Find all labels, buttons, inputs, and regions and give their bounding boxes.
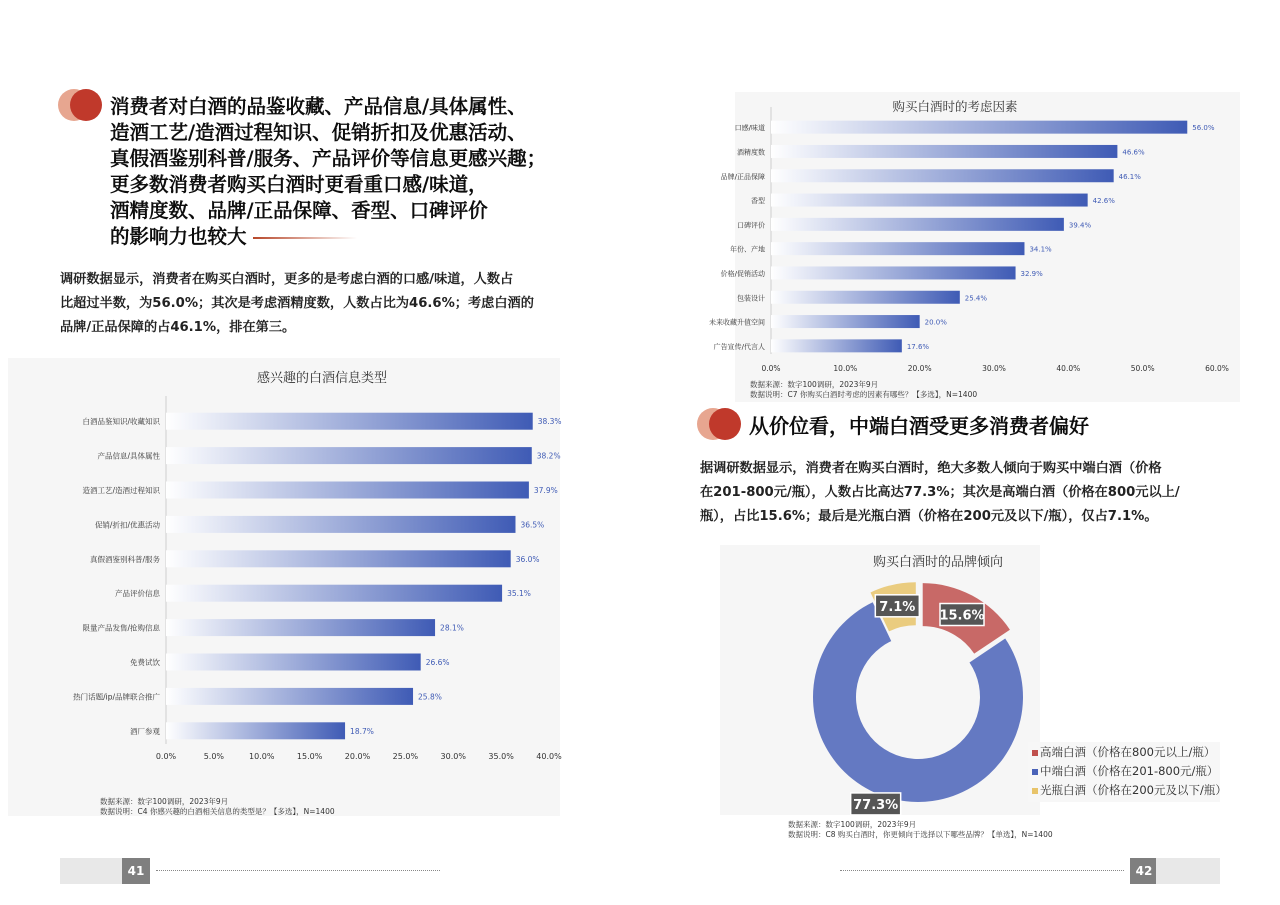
category-label: 未来收藏升值空间	[709, 318, 765, 327]
legend-swatch-low	[1032, 788, 1038, 794]
right-paragraph-line-3: 瓶），占比15.6%；最后是光瓶白酒（价格在200元及以下/瓶），仅占7.1%。	[700, 509, 1158, 524]
x-tick-label: 10.0%	[249, 752, 275, 761]
x-tick-label: 40.0%	[536, 752, 562, 761]
value-label: 42.6%	[1092, 197, 1115, 206]
bar	[771, 291, 960, 304]
right-paragraph	[700, 457, 1230, 529]
value-label: 7.1%	[879, 599, 916, 615]
bar	[771, 145, 1117, 158]
value-label: 15.6%	[939, 608, 985, 624]
value-label: 17.6%	[906, 342, 930, 351]
value-label: 36.5%	[520, 520, 545, 530]
bar	[166, 654, 421, 671]
right-source-2-line-1: 数据来源：数字100调研，2023年9月	[788, 820, 917, 829]
x-tick-label: 20.0%	[907, 364, 932, 373]
x-tick-label: 15.0%	[296, 752, 323, 761]
x-tick-label: 40.0%	[1056, 364, 1081, 373]
x-tick-label: 30.0%	[440, 752, 466, 761]
left-footer-bar	[60, 858, 124, 884]
right-source-1-line-1: 数据来源：数字100调研，2023年9月	[750, 380, 879, 389]
chart-brand-preference	[720, 545, 1040, 815]
right-footer-dotline	[840, 870, 1124, 871]
category-label: 限量产品发售/抢购信息	[82, 623, 160, 633]
headline-line-2: 造酒工艺/造酒过程知识、促销折扣及优惠活动、	[110, 121, 527, 144]
bar	[771, 339, 902, 352]
chart-title: 购买白酒时的品牌倾向	[872, 555, 1004, 570]
x-tick-label: 60.0%	[1205, 364, 1229, 373]
bar	[166, 516, 515, 533]
value-label: 39.4%	[1068, 221, 1092, 230]
left-headline	[110, 94, 590, 250]
chart-info-interest	[0, 358, 580, 818]
headline-line-1: 消费者对白酒的品鉴收藏、产品信息/具体属性、	[110, 95, 527, 118]
category-label: 白酒品鉴知识/收藏知识	[82, 417, 160, 427]
value-label: 37.9%	[533, 486, 558, 495]
right-footer-bar	[1156, 858, 1220, 884]
x-tick-label: 0.0%	[761, 364, 781, 373]
value-label: 38.2%	[536, 451, 561, 461]
category-label: 口碑评价	[737, 221, 765, 230]
bar	[166, 619, 435, 636]
left-source-line-2: 数据说明：C4 你感兴趣的白酒相关信息的类型是？【多选】，N=1400	[100, 807, 335, 816]
headline-rule	[253, 237, 357, 239]
value-label: 46.1%	[1118, 172, 1141, 181]
left-page-number: 41	[122, 858, 150, 884]
bar	[166, 722, 345, 739]
value-label: 25.8%	[418, 692, 442, 702]
bar	[771, 194, 1088, 207]
value-label: 25.4%	[964, 294, 988, 303]
left-source	[100, 797, 335, 817]
category-label: 酒精度数	[737, 148, 765, 157]
headline-line-5: 酒精度数、品牌/正品保障、香型、口碑评价	[110, 199, 488, 222]
legend-label-high: 高端白酒（价格在800元以上/瓶）	[1040, 745, 1216, 759]
x-tick-label: 5.0%	[203, 752, 225, 761]
value-label: 26.6%	[425, 658, 450, 667]
value-label: 34.1%	[1029, 245, 1052, 254]
headline-line-4: 更多数消费者购买白酒时更看重口感/味道，	[110, 173, 488, 196]
chart-title: 购买白酒时的考虑因素	[892, 99, 1018, 114]
legend-swatch-mid	[1032, 769, 1038, 775]
headline-line-3: 真假酒鉴别科普/服务、产品评价等信息更感兴趣；	[110, 147, 547, 170]
left-paragraph	[60, 268, 580, 340]
headline-line-6: 的影响力也较大	[110, 225, 247, 248]
right-paragraph-line-1: 据调研数据显示，消费者在购买白酒时，绝大多数人倾向于购买中端白酒（价格	[700, 461, 1162, 476]
left-paragraph-line-3: 品牌/正品保障的占46.1%，排在第三。	[60, 320, 296, 335]
value-label: 56.0%	[1192, 124, 1215, 133]
bar	[166, 482, 529, 499]
value-label: 36.0%	[515, 554, 540, 564]
chart-purchase-factors	[700, 92, 1240, 404]
right-source-1	[750, 380, 977, 400]
section-circle-front	[709, 408, 741, 440]
category-label: 价格/促销活动	[720, 269, 765, 278]
category-label: 酒厂参观	[130, 726, 160, 736]
bar	[771, 169, 1114, 182]
category-label: 真假酒鉴别科普/服务	[89, 554, 160, 564]
value-label: 46.6%	[1122, 148, 1145, 157]
value-label: 35.1%	[507, 589, 531, 599]
right-paragraph-line-2: 在201-800元/瓶），人数占比高达77.3%；其次是高端白酒（价格在800元以上/	[700, 485, 1180, 500]
category-label: 热门话题/ip/品牌联合推广	[73, 692, 160, 702]
legend-swatch-high	[1032, 750, 1038, 756]
category-label: 免费试饮	[130, 658, 160, 667]
headline-circle-front	[70, 89, 102, 121]
category-label: 广告宣传/代言人	[713, 342, 765, 351]
left-source-line-1: 数据来源：数字100调研，2023年9月	[100, 797, 229, 806]
value-label: 18.7%	[350, 726, 374, 736]
x-tick-label: 20.0%	[344, 752, 371, 761]
category-label: 促销/折扣/优惠活动	[94, 520, 160, 530]
category-label: 产品评价信息	[115, 589, 160, 599]
value-label: 20.0%	[924, 318, 947, 327]
legend-label-low: 光瓶白酒（价格在200元及以下/瓶）	[1040, 783, 1227, 797]
x-tick-label: 35.0%	[488, 752, 514, 761]
left-footer-dotline	[156, 870, 440, 871]
category-label: 品牌/正品保障	[720, 172, 765, 181]
bar	[771, 266, 1016, 279]
value-label: 38.3%	[537, 417, 562, 427]
value-label: 28.1%	[440, 623, 464, 633]
category-label: 造酒工艺/造酒过程知识	[82, 486, 160, 495]
right-source-2-line-2: 数据说明：C8 购买白酒时，你更倾向于选择以下哪些品牌？【单选】，N=1400	[788, 830, 1053, 839]
legend-label-mid: 中端白酒（价格在201-800元/瓶）	[1040, 764, 1219, 778]
right-source-1-line-2: 数据说明：C7 你购买白酒时考虑的因素有哪些？【多选】，N=1400	[750, 390, 978, 399]
bar	[771, 218, 1064, 231]
bar	[166, 550, 511, 567]
bar	[771, 242, 1024, 255]
category-label: 口感/味道	[734, 124, 765, 133]
pie-legend	[1028, 742, 1227, 802]
x-tick-label: 30.0%	[982, 364, 1006, 373]
left-paragraph-line-2: 比超过半数，为56.0%；其次是考虑酒精度数，人数占比为46.6%；考虑白酒的	[60, 296, 534, 311]
category-label: 年份、产地	[730, 245, 765, 254]
legend-item-mid	[1032, 763, 1218, 779]
x-tick-label: 10.0%	[833, 364, 858, 373]
value-label: 77.3%	[853, 797, 899, 813]
x-tick-label: 25.0%	[392, 752, 419, 761]
bar	[166, 585, 502, 602]
bar	[771, 315, 920, 328]
right-source-2	[788, 820, 1053, 840]
x-tick-label: 0.0%	[155, 752, 177, 761]
bar	[166, 447, 532, 464]
bar	[771, 121, 1187, 134]
x-tick-label: 50.0%	[1130, 364, 1155, 373]
right-page-number: 42	[1130, 858, 1158, 884]
category-label: 产品信息/具体属性	[97, 451, 160, 461]
chart-title: 感兴趣的白酒信息类型	[256, 371, 388, 386]
left-paragraph-line-1: 调研数据显示，消费者在购买白酒时，更多的是考虑白酒的口感/味道，人数占	[60, 272, 514, 287]
bar	[166, 413, 533, 430]
section-heading: 从价位看，中端白酒受更多消费者偏好	[749, 414, 1089, 438]
value-label: 32.9%	[1020, 269, 1043, 278]
category-label: 香型	[751, 197, 765, 206]
bar	[166, 688, 413, 705]
category-label: 包装设计	[737, 294, 765, 303]
legend-item-low	[1032, 782, 1227, 798]
legend-item-high	[1032, 744, 1215, 760]
